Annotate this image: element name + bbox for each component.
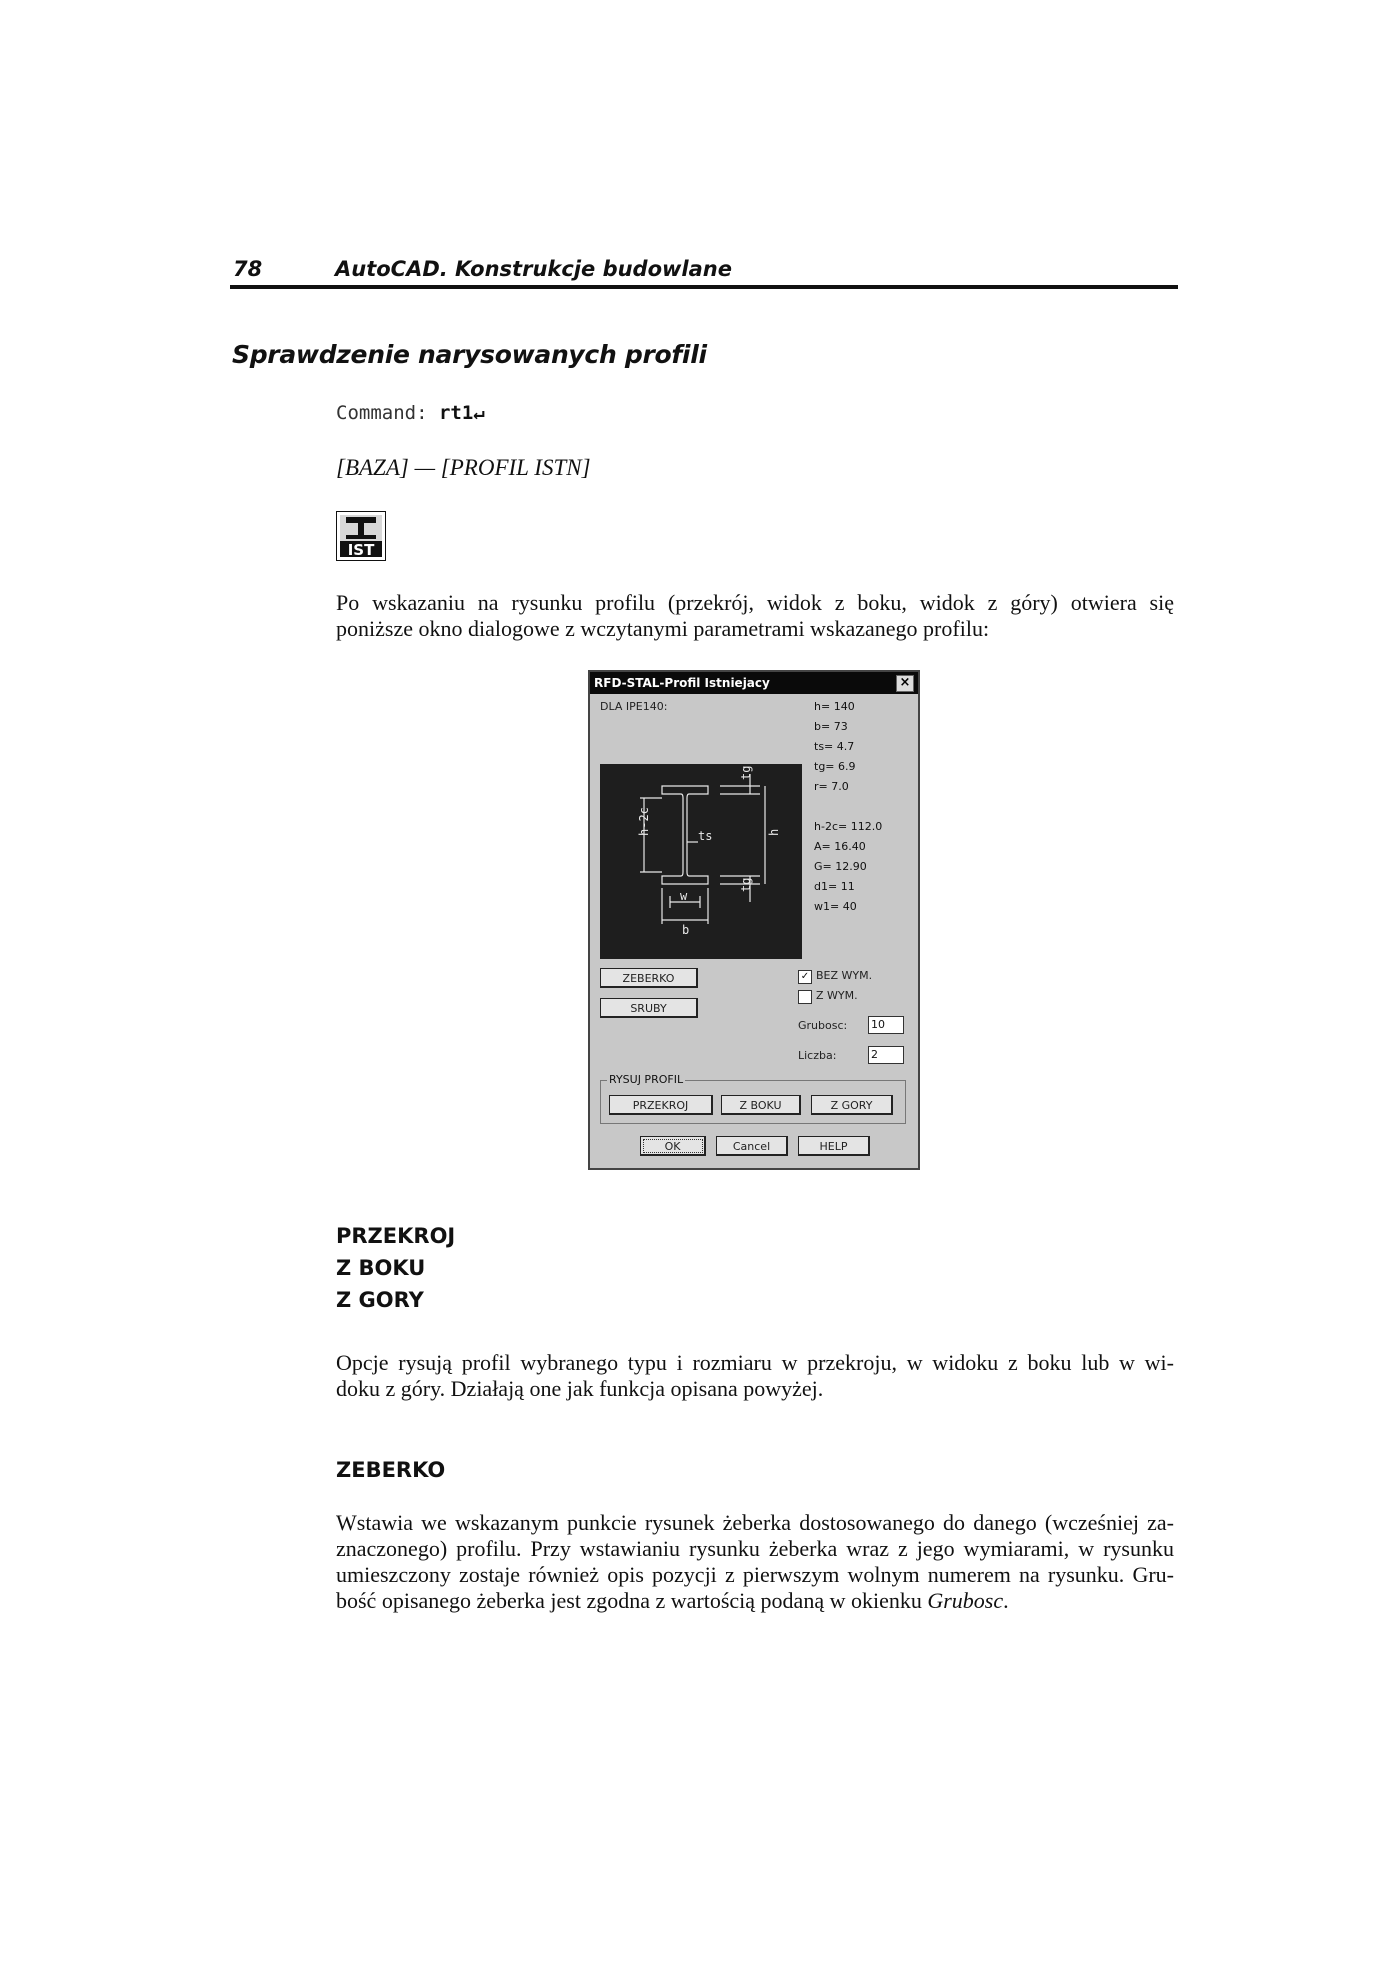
z-gory-button[interactable]: Z GORY bbox=[811, 1095, 893, 1115]
paragraph-line: znaczonego) profilu. Przy wstawianiu rysunku żeberka wraz z jego wymiarami, w rysunku bbox=[336, 1536, 1174, 1561]
z-boku-button[interactable]: Z BOKU bbox=[721, 1095, 801, 1115]
command-prompt: Command: bbox=[336, 402, 439, 424]
menu-path: [BAZA] — [PROFIL ISTN] bbox=[336, 455, 591, 480]
dialog-title: RFD-STAL-Profil Istniejacy bbox=[594, 676, 770, 690]
paragraph-line: umieszczony zostaje również opis pozycji z pierwszym wolnym numerem na rysunku. Gru- bbox=[336, 1562, 1174, 1587]
option-zeberko: ZEBERKO bbox=[336, 1458, 446, 1482]
param-row: w1= 40 bbox=[814, 900, 857, 913]
ok-button[interactable]: OK bbox=[640, 1136, 706, 1156]
dim-label-w: w bbox=[680, 889, 688, 903]
grubosc-italic: Grubosc bbox=[927, 1588, 1004, 1613]
paragraph-line: bość opisanego żeberka jest zgodna z wartością podaną w okienku Grubosc. bbox=[336, 1588, 1009, 1613]
profile-dialog bbox=[588, 670, 920, 1170]
liczba-label: Liczba: bbox=[798, 1049, 837, 1062]
paragraph-line: poniższe okno dialogowe z wczytanymi parametrami wskazanego profilu: bbox=[336, 616, 990, 641]
param-row: A= 16.40 bbox=[814, 840, 866, 853]
cancel-button[interactable]: Cancel bbox=[716, 1136, 788, 1156]
dim-label-ts: ts bbox=[698, 829, 713, 843]
paragraph-line: Opcje rysują profil wybranego typu i rozmiaru w przekroju, w widoku z boku lub w wi- bbox=[336, 1350, 1174, 1375]
dim-label-tg-bottom: tg bbox=[739, 877, 753, 892]
option-przekroj: PRZEKROJ bbox=[336, 1224, 456, 1248]
z-wym-label: Z WYM. bbox=[816, 989, 858, 1002]
zeberko-paragraph bbox=[336, 1510, 1174, 1614]
z-wym-checkbox[interactable] bbox=[798, 990, 812, 1004]
param-row: b= 73 bbox=[814, 720, 848, 733]
paragraph-line: Po wskazaniu na rysunku profilu (przekrój, widok z boku, widok z góry) otwiera się bbox=[336, 590, 1174, 615]
page-number: 78 bbox=[233, 257, 263, 281]
przekroj-button[interactable]: PRZEKROJ bbox=[609, 1095, 713, 1115]
rysuj-profil-group bbox=[600, 1073, 906, 1124]
paragraph-line: doku z góry. Działają one jak funkcja opisana powyżej. bbox=[336, 1376, 824, 1401]
intro-paragraph bbox=[336, 590, 1174, 642]
section-title: Sprawdzenie narysowanych profili bbox=[232, 340, 707, 369]
liczba-field[interactable]: 2 bbox=[868, 1046, 904, 1064]
sruby-button[interactable]: SRUBY bbox=[600, 998, 698, 1018]
group-label: RYSUJ PROFIL bbox=[609, 1073, 684, 1086]
help-button[interactable]: HELP bbox=[798, 1136, 870, 1156]
param-row: tg= 6.9 bbox=[814, 760, 856, 773]
grubosc-label: Grubosc: bbox=[798, 1019, 848, 1032]
param-row: G= 12.90 bbox=[814, 860, 867, 873]
book-title: AutoCAD. Konstrukcje budowlane bbox=[335, 257, 732, 281]
dim-label-tg-top: tg bbox=[739, 765, 753, 780]
profile-label: DLA IPE140: bbox=[600, 700, 668, 713]
paragraph-line: Wstawia we wskazanym punkcie rysunek żeberka dostosowanego do danego (wcześniej za- bbox=[336, 1510, 1174, 1535]
param-row: h-2c= 112.0 bbox=[814, 820, 883, 833]
param-row: ts= 4.7 bbox=[814, 740, 855, 753]
param-row: h= 140 bbox=[814, 700, 855, 713]
param-row: d1= 11 bbox=[814, 880, 855, 893]
dialog-title-bar bbox=[590, 672, 918, 694]
dim-label-h2c: h-2c bbox=[637, 807, 651, 836]
command-line bbox=[336, 402, 485, 424]
param-row: r= 7.0 bbox=[814, 780, 849, 793]
option-z-gory: Z GORY bbox=[336, 1288, 424, 1312]
grubosc-field[interactable]: 10 bbox=[868, 1016, 904, 1034]
bez-wym-checkbox[interactable]: ✓ bbox=[798, 970, 812, 984]
tool-icon-label: IST bbox=[347, 541, 375, 559]
zeberko-button[interactable]: ZEBERKO bbox=[600, 968, 698, 988]
profil-istn-icon bbox=[336, 511, 386, 561]
options-paragraph bbox=[336, 1350, 1174, 1402]
profile-drawing bbox=[600, 764, 802, 959]
header-rule bbox=[230, 285, 1178, 289]
options-list-zeberko bbox=[336, 1454, 445, 1486]
command-input: rt1↵ bbox=[438, 402, 485, 424]
option-z-boku: Z BOKU bbox=[336, 1256, 426, 1280]
options-list bbox=[336, 1220, 455, 1316]
dim-label-h: h bbox=[767, 828, 781, 836]
bez-wym-label: BEZ WYM. bbox=[816, 969, 873, 982]
dim-label-b: b bbox=[682, 923, 690, 937]
close-icon[interactable]: × bbox=[896, 675, 914, 692]
